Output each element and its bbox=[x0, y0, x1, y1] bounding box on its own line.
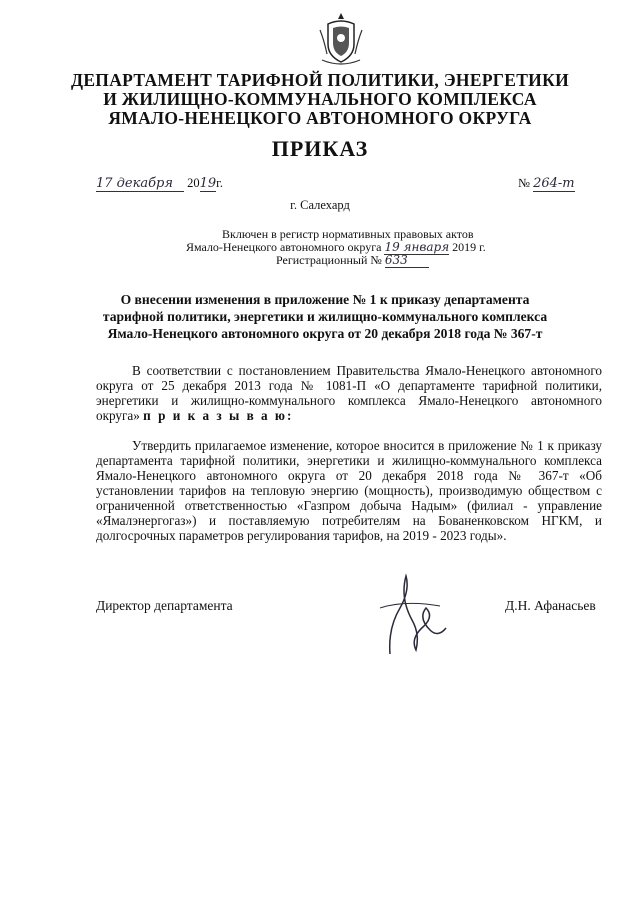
year-suffix: г. bbox=[216, 176, 224, 190]
handwritten-registry-number: 633 bbox=[385, 253, 429, 268]
department-name-line-2: И ЖИЛИЩНО-КОММУНАЛЬНОГО КОМПЛЕКСА bbox=[103, 89, 537, 109]
handwritten-registry-date: 19 января bbox=[384, 240, 450, 254]
subject-line-2: тарифной политики, энергетики и жилищно-коммунального комплекса bbox=[102, 309, 548, 324]
order-subject bbox=[90, 291, 560, 342]
registry-number-label: Регистрационный № bbox=[276, 253, 382, 267]
signatory-name: Д.Н. Афанасьев bbox=[505, 598, 596, 613]
preamble-paragraph bbox=[96, 363, 602, 423]
signatory-position: Директор департамента bbox=[96, 598, 233, 613]
registry-line-3 bbox=[276, 253, 429, 268]
department-name-line-3: ЯМАЛО-НЕНЕЦКОГО АВТОНОМНОГО ОКРУГА bbox=[108, 108, 532, 128]
document-type-title: ПРИКАЗ bbox=[271, 136, 369, 161]
registry-line-1: Включен в регистр нормативных правовых актов bbox=[222, 227, 474, 241]
registry-line-2-suffix: 2019 г. bbox=[452, 240, 486, 254]
subject-line-1: О внесении изменения в приложение № 1 к приказу департамента bbox=[120, 292, 530, 307]
preamble-text: В соответствии с постановлением Правительства Ямало-Ненецкого автономного округа от 25 декабря 2013 года № 1081-П «О департаменте тарифной политики, энергетики и жилищно-коммунального комплекса Ямало-Ненецкого автономного округа» bbox=[96, 363, 602, 423]
handwritten-number: 264-т bbox=[533, 176, 575, 191]
orders-keyword: п р и к а з ы в а ю: bbox=[143, 408, 294, 423]
city: г. Салехард bbox=[290, 198, 350, 212]
handwritten-signature bbox=[360, 568, 470, 658]
year-prefix: 20 bbox=[187, 176, 200, 190]
operative-paragraph: Утвердить прилагаемое изменение, которое вносится в приложение № 1 к приказу департамента тарифной политики, энергетики и жилищно-коммунального комплекса Ямало-Ненецкого автономного округа от 20 декабря 2018 года № 367-т «Об установлении тарифов на тепловую энергию (мощность), производимую обществом с ограниченной ответственностью «Газпром добыча Надым» (филиал - управление «Ямалэнергогаз») и поставляемую потребителям на Бованенковском НГКМ, и долгосрочных параметров регулирования тарифов, на 2019 - 2023 годы». bbox=[96, 438, 602, 543]
handwritten-year: 19 bbox=[199, 176, 217, 191]
number-label: № bbox=[518, 176, 530, 190]
coat-of-arms-emblem bbox=[318, 10, 364, 68]
order-number bbox=[518, 176, 575, 192]
order-date bbox=[96, 176, 223, 192]
registry-line-2-prefix: Ямало-Ненецкого автономного округа bbox=[186, 240, 382, 254]
subject-line-3: Ямало-Ненецкого автономного округа от 20 декабря 2018 года № 367-т bbox=[107, 326, 543, 341]
department-name-line-1: ДЕПАРТАМЕНТ ТАРИФНОЙ ПОЛИТИКИ, ЭНЕРГЕТИКИ bbox=[70, 70, 569, 90]
handwritten-date: 17 декабря bbox=[96, 176, 184, 192]
